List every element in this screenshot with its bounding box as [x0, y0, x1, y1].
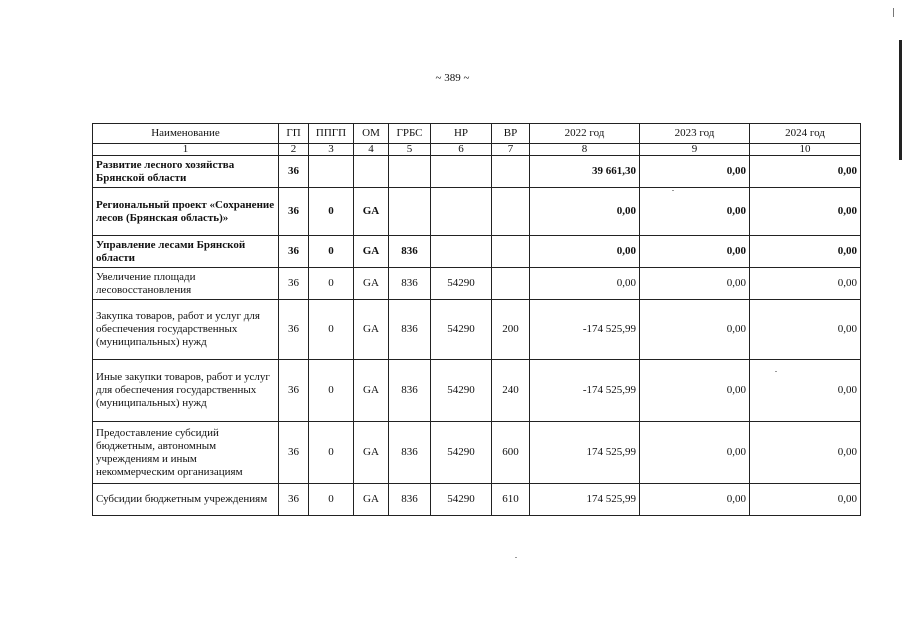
- cell-ppgp: 0: [309, 188, 354, 236]
- table-row: [93, 422, 861, 484]
- scan-speck: [515, 557, 517, 558]
- cell-ppgp: 0: [309, 300, 354, 360]
- column-number: 2: [279, 144, 309, 156]
- cell-grbs: 836: [389, 422, 431, 484]
- cell-vr: [492, 156, 530, 188]
- cell-om: GA: [354, 422, 389, 484]
- cell-2024: 0,00: [750, 156, 861, 188]
- cell-2023: 0,00: [640, 188, 750, 236]
- cell-ppgp: 0: [309, 236, 354, 268]
- cell-grbs: [389, 156, 431, 188]
- cell-vr: 610: [492, 484, 530, 516]
- table-row: [93, 188, 861, 236]
- cell-2023: 0,00: [640, 484, 750, 516]
- cell-2023: 0,00: [640, 360, 750, 422]
- cell-vr: [492, 188, 530, 236]
- cell-2024: 0,00: [750, 422, 861, 484]
- table-row: [93, 156, 861, 188]
- cell-nr: 54290: [431, 360, 492, 422]
- cell-2022: 39 661,30: [530, 156, 640, 188]
- cell-nr: 54290: [431, 422, 492, 484]
- cell-ppgp: 0: [309, 484, 354, 516]
- cell-nr: [431, 236, 492, 268]
- cell-ppgp: 0: [309, 422, 354, 484]
- header-nr: НР: [431, 124, 492, 144]
- cell-vr: 600: [492, 422, 530, 484]
- budget-table: [92, 123, 861, 516]
- header-2024: 2024 год: [750, 124, 861, 144]
- cell-om: GA: [354, 360, 389, 422]
- column-number: 4: [354, 144, 389, 156]
- header-2023: 2023 год: [640, 124, 750, 144]
- page-number: ~ 389 ~: [435, 72, 470, 84]
- cell-2024: 0,00: [750, 300, 861, 360]
- table-row: [93, 300, 861, 360]
- cell-2022: -174 525,99: [530, 300, 640, 360]
- table-row: [93, 268, 861, 300]
- cell-ppgp: [309, 156, 354, 188]
- cell-nr: [431, 188, 492, 236]
- cell-om: GA: [354, 188, 389, 236]
- cell-2022: 174 525,99: [530, 484, 640, 516]
- cell-gp: 36: [279, 422, 309, 484]
- cell-grbs: 836: [389, 360, 431, 422]
- cell-nr: 54290: [431, 484, 492, 516]
- row-name: Иные закупки товаров, работ и услуг для обеспечения государственных (муниципальных) нужд: [93, 360, 279, 422]
- header-name: Наименование: [93, 124, 279, 144]
- table-row: [93, 484, 861, 516]
- margin-tick-mark: [893, 8, 894, 17]
- cell-vr: [492, 268, 530, 300]
- column-number: 9: [640, 144, 750, 156]
- row-name: Предоставление субсидий бюджетным, автономным учреждениям и иным некоммерческим организациям: [93, 422, 279, 484]
- column-number: 5: [389, 144, 431, 156]
- cell-nr: [431, 156, 492, 188]
- cell-2023: 0,00: [640, 156, 750, 188]
- column-number: 8: [530, 144, 640, 156]
- column-number: 10: [750, 144, 861, 156]
- cell-ppgp: 0: [309, 360, 354, 422]
- margin-binding-bar: [899, 40, 902, 160]
- cell-2022: 0,00: [530, 188, 640, 236]
- header-om: ОМ: [354, 124, 389, 144]
- cell-ppgp: 0: [309, 268, 354, 300]
- header-gp: ГП: [279, 124, 309, 144]
- row-name: Развитие лесного хозяйства Брянской области: [93, 156, 279, 188]
- cell-2024: 0,00: [750, 268, 861, 300]
- cell-gp: 36: [279, 484, 309, 516]
- cell-om: [354, 156, 389, 188]
- row-name: Региональный проект «Сохранение лесов (Брянская область)»: [93, 188, 279, 236]
- table-row: [93, 236, 861, 268]
- cell-2022: 0,00: [530, 236, 640, 268]
- cell-grbs: [389, 188, 431, 236]
- row-name: Управление лесами Брянской области: [93, 236, 279, 268]
- cell-vr: [492, 236, 530, 268]
- cell-2023: 0,00: [640, 236, 750, 268]
- header-row: [93, 124, 861, 144]
- header-ppgp: ППГП: [309, 124, 354, 144]
- cell-2023: 0,00: [640, 422, 750, 484]
- row-name: Увеличение площади лесовосстановления: [93, 268, 279, 300]
- cell-vr: 240: [492, 360, 530, 422]
- cell-2022: 0,00: [530, 268, 640, 300]
- row-name: Закупка товаров, работ и услуг для обеспечения государственных (муниципальных) нужд: [93, 300, 279, 360]
- cell-2024: 0,00: [750, 236, 861, 268]
- cell-om: GA: [354, 236, 389, 268]
- cell-gp: 36: [279, 236, 309, 268]
- header-vr: ВР: [492, 124, 530, 144]
- cell-nr: 54290: [431, 268, 492, 300]
- cell-2022: -174 525,99: [530, 360, 640, 422]
- header-grbs: ГРБС: [389, 124, 431, 144]
- cell-2024: 0,00: [750, 188, 861, 236]
- cell-om: GA: [354, 268, 389, 300]
- cell-2024: 0,00: [750, 484, 861, 516]
- cell-om: GA: [354, 300, 389, 360]
- cell-vr: 200: [492, 300, 530, 360]
- column-number: 6: [431, 144, 492, 156]
- cell-2022: 174 525,99: [530, 422, 640, 484]
- column-number: 3: [309, 144, 354, 156]
- cell-2023: 0,00: [640, 300, 750, 360]
- cell-om: GA: [354, 484, 389, 516]
- cell-gp: 36: [279, 268, 309, 300]
- row-name: Субсидии бюджетным учреждениям: [93, 484, 279, 516]
- header-2022: 2022 год: [530, 124, 640, 144]
- cell-grbs: 836: [389, 484, 431, 516]
- table-row: [93, 360, 861, 422]
- cell-grbs: 836: [389, 236, 431, 268]
- cell-gp: 36: [279, 300, 309, 360]
- column-number-row: [93, 144, 861, 156]
- cell-gp: 36: [279, 188, 309, 236]
- column-number: 7: [492, 144, 530, 156]
- cell-grbs: 836: [389, 300, 431, 360]
- cell-2023: 0,00: [640, 268, 750, 300]
- cell-2024: 0,00: [750, 360, 861, 422]
- column-number: 1: [93, 144, 279, 156]
- cell-grbs: 836: [389, 268, 431, 300]
- cell-nr: 54290: [431, 300, 492, 360]
- cell-gp: 36: [279, 156, 309, 188]
- cell-gp: 36: [279, 360, 309, 422]
